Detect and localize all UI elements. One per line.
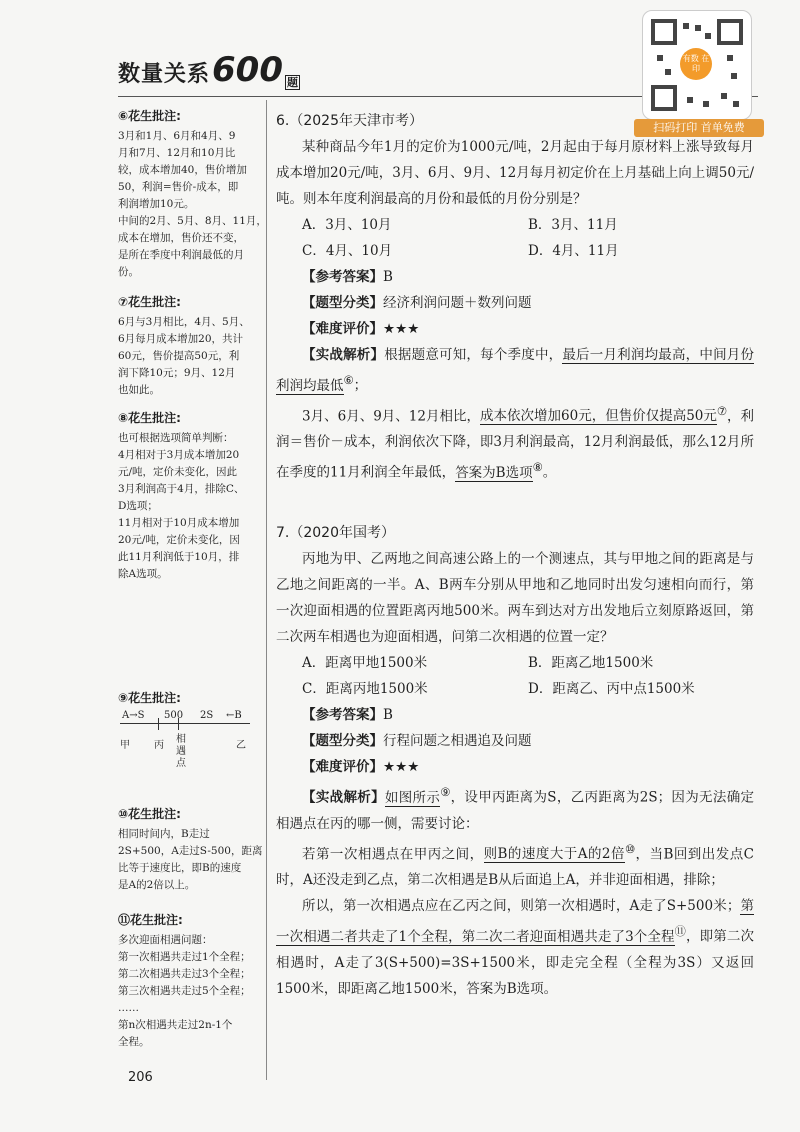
note-line: 50，利润=售价-成本，即 (118, 181, 239, 193)
book-title (118, 50, 300, 90)
note-line: 利润增加10元。 (118, 198, 195, 210)
analysis-label: 【实战解析】 (302, 347, 385, 363)
note-line: 中间的2月、5月、8月、11月， (118, 215, 267, 227)
analysis-text: 所以，第一次相遇点应在乙丙之间，则第一次相遇时，A走了S+500米； (302, 898, 741, 914)
option-c: C．4月、10月 (302, 243, 393, 259)
analysis-paragraph (276, 342, 754, 399)
page-number: 206 (128, 1070, 153, 1085)
note-ref: ⑪ (674, 925, 687, 938)
answer-row (276, 264, 754, 290)
difficulty-label: 【难度评价】 (302, 759, 383, 775)
note-line: 成本在增加，售价还不变， (118, 232, 244, 244)
analysis-text: 。 (542, 464, 557, 481)
note-line: 也如此。 (118, 384, 160, 396)
note-ref: ⑦ (716, 404, 727, 418)
option-c: C．距离丙地1500米 (302, 681, 428, 697)
analysis-paragraph (276, 837, 754, 894)
note-line: 润下降10元；9月、12月 (118, 367, 236, 379)
note-line: 是A的2倍以上。 (118, 879, 196, 891)
brand-logo: 有数 在印 (680, 48, 712, 80)
option-d: D．距离乙、丙中点1500米 (528, 681, 695, 697)
distance-line (120, 723, 250, 724)
analysis-text: ，设甲丙距离为S，乙丙距离为2S；因为无法确定相遇点在丙的哪一侧，需要讨论： (276, 789, 755, 832)
note-ref: ⑨ (440, 786, 451, 799)
note-line: 2S+500，A走过S-500，距离 (118, 845, 263, 857)
distance-500-label: 500 (164, 710, 184, 721)
promo-print-button[interactable]: 扫码打印 首单免费 (634, 119, 764, 137)
note-line: 第n次相遇共走过2n-1个 (118, 1019, 233, 1031)
note-line: 元/吨，定价未变化，因此 (118, 466, 238, 478)
note-line: 60元，售价提高50元，利 (118, 350, 240, 362)
analysis-text: 根据题意可知，每个季度中， (384, 347, 563, 363)
type-value: 经济利润问题＋数列问题 (383, 295, 532, 311)
answer-value: B (383, 707, 393, 723)
note-10 (118, 806, 263, 894)
note-line: 此11月利润低于10月，排 (118, 551, 240, 563)
note-9 (118, 690, 258, 710)
note-heading: ⑧花生批注: (118, 411, 181, 425)
difficulty-row (276, 754, 754, 780)
book-title-suffix: 题 (287, 76, 298, 89)
option-a: A．距离甲地1500米 (302, 655, 428, 671)
difficulty-stars: ★★★ (383, 759, 420, 775)
type-label: 【题型分类】 (302, 733, 383, 749)
question-heading: 6.（2025年天津市考） (276, 113, 423, 129)
answer-row (276, 702, 754, 728)
analysis-text: ，当B回到出发点C时，A还没走到乙点，第二次相遇是B从后面追上A，并非迎面相遇，排除； (276, 846, 754, 888)
analysis-highlight: 如图所示 (384, 789, 441, 806)
note-6 (118, 108, 267, 281)
analysis-text: ，即第二次相遇时，A走了3(S+500)=3S+1500米，即走完全程（全程为3S）又返回1500米，即距离乙地1500米，答案为B选项。 (276, 928, 754, 997)
option-d: D．4月、11月 (528, 243, 619, 259)
note-heading: ⑪花生批注: (118, 913, 183, 927)
answer-label: 【参考答案】 (302, 707, 383, 723)
question-stem: 丙地为甲、乙两地之间高速公路上的一个测速点，其与甲地之间的距离是与乙地之间距离的一半。A、B两车分别从甲地和乙地同时出发匀速相向而行，第一次迎面相遇的位置距离丙地500米。两车到达对方出发地后立刻原路返回，第二次两车相遇也为迎面相遇，问第二次相遇的位置一定？ (276, 551, 754, 645)
note-ref: ⑩ (624, 842, 636, 856)
point-yi-label: 乙 (236, 740, 246, 751)
difficulty-stars: ★★★ (383, 321, 420, 337)
note-line: 较，成本增加40，售价增加 (118, 164, 247, 176)
note-heading: ⑨花生批注: (118, 691, 181, 705)
note-line: 是所在季度中利润最低的月 (118, 249, 244, 261)
type-row (276, 728, 754, 754)
note-line: D选项； (118, 500, 158, 512)
answer-label: 【参考答案】 (302, 269, 383, 285)
note-ref: ⑥ (343, 374, 354, 387)
note-line: 份。 (118, 266, 139, 278)
analysis-text: 3月、6月、9月、12月相比， (302, 408, 480, 424)
column-divider (266, 100, 267, 1080)
note-line: 11月相对于10月成本增加 (118, 517, 240, 529)
note-line: 相同时间内，B走过 (118, 828, 210, 840)
question-7 (276, 520, 754, 1002)
options (276, 212, 754, 264)
note-7 (118, 294, 258, 399)
analysis-highlight: 答案为B选项 (455, 464, 533, 481)
book-title-number: 600 (212, 50, 283, 90)
note-line: 也可根据选项简单判断： (118, 432, 234, 444)
question-heading: 7.（2020年国考） (276, 525, 395, 541)
analysis-paragraph (276, 780, 754, 837)
distance-2s-label: 2S (200, 710, 214, 721)
note-line: 月和7月、12月和10月比 (118, 147, 236, 159)
question-stem: 某种商品今年1月的定价为1000元/吨，2月起由于每月原材料上涨导致每月成本增加20元/吨，3月、6月、9月、12月每月初定价在上月基础上向上调50元/吨。则本年度利润最高的月份和最低的月份分别是？ (276, 139, 754, 207)
note-line: 除A选项。 (118, 568, 168, 580)
point-bing-label: 丙 (154, 740, 164, 751)
note-8 (118, 410, 258, 583)
note-line: 6月与3月相比，4月、5月、 (118, 316, 250, 328)
analysis-paragraph (276, 893, 754, 1002)
meeting-diagram (118, 710, 258, 780)
difficulty-label: 【难度评价】 (302, 321, 383, 337)
a-arrow-label: A→S (122, 710, 145, 721)
note-line: 第二次相遇共走过3个全程； (118, 968, 251, 980)
option-b: B．3月、11月 (528, 217, 618, 233)
note-line: 3月和1月、6月和4月、9 (118, 130, 236, 142)
bing-tick (158, 718, 159, 730)
answer-value: B (383, 269, 393, 285)
question-6 (276, 108, 754, 486)
b-arrow-label: ←B (226, 710, 242, 721)
difficulty-row (276, 316, 754, 342)
meet-tick (178, 718, 179, 730)
analysis-text: ，利润＝售价－成本，利润依次下降，即3月利润最高，12月利润最低，那么12月所在季度的11月利润全年最低， (276, 408, 755, 481)
analysis-text: ； (353, 377, 368, 394)
meeting-point-label: 相遇点 (176, 734, 186, 769)
book-title-text: 数量关系 (118, 62, 211, 87)
note-line: 6月每月成本增加20，共计 (118, 333, 244, 345)
note-line: 4月相对于3月成本增加20 (118, 449, 240, 461)
note-11 (118, 912, 258, 1051)
note-line: 第三次相遇共走过5个全程； (118, 985, 251, 997)
note-heading: ⑥花生批注: (118, 109, 181, 123)
analysis-highlight: 第一次相遇二者共走了1个全程，第二次二者迎面相遇共走了3个全程 (276, 898, 755, 945)
note-line: 第一次相遇共走过1个全程； (118, 951, 251, 963)
option-b: B．距离乙地1500米 (528, 655, 654, 671)
note-heading: ⑦花生批注: (118, 295, 181, 309)
option-a: A．3月、10月 (302, 217, 392, 233)
analysis-paragraph (276, 399, 754, 486)
analysis-highlight: 则B的速度大于A的2倍 (483, 846, 625, 862)
analysis-label: 【实战解析】 (302, 789, 385, 806)
type-label: 【题型分类】 (302, 295, 383, 311)
type-value: 行程问题之相遇追及问题 (383, 733, 532, 749)
note-line: …… (118, 1002, 139, 1014)
analysis-highlight: 最后一月利润均最高，中间月份利润均最低 (276, 347, 754, 394)
note-ref: ⑧ (532, 461, 543, 474)
note-line: 20元/吨，定价未变化，因 (118, 534, 240, 546)
note-heading: ⑩花生批注: (118, 807, 181, 821)
note-line: 全程。 (118, 1036, 150, 1048)
point-jia-label: 甲 (120, 740, 130, 751)
analysis-highlight: 成本依次增加60元，但售价仅提高50元 (480, 408, 717, 424)
note-line: 多次迎面相遇问题： (118, 934, 213, 946)
note-line: 3月利润高于4月，排除C、 (118, 483, 245, 495)
type-row (276, 290, 754, 316)
options (276, 650, 754, 702)
analysis-text: 若第一次相遇点在甲丙之间， (302, 846, 484, 862)
note-line: 比等于速度比，即B的速度 (118, 862, 242, 874)
